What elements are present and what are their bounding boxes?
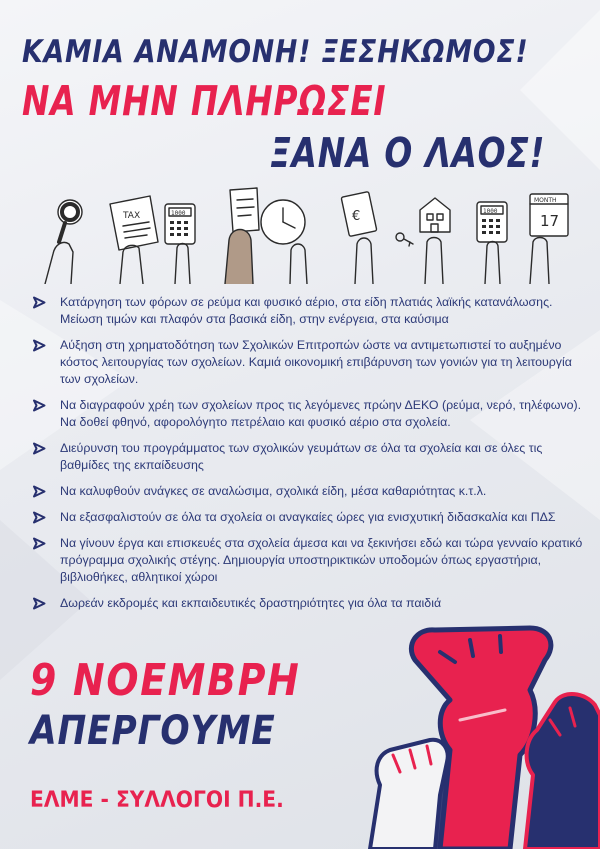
- list-item: [32, 337, 588, 388]
- tax-paper-icon: [110, 196, 158, 284]
- calculator-icon: [165, 204, 195, 284]
- calendar-day: 17: [540, 212, 560, 230]
- headline-line-3: ΞΑΝΑ Ο ΛΑΟΣ!: [270, 129, 546, 177]
- demand-text: Κατάργηση των φόρων σε ρεύμα και φυσικό αέριο, στα είδη πλατιάς λαϊκής κατανάλωσης. Μείωση τιμών και πλαφόν στα βασικά είδη, στην ενέργεια, στα καύσιμα: [60, 295, 553, 326]
- demand-text: Δωρεάν εκδρομές και εκπαιδευτικές δραστηριότητες για όλα τα παιδιά: [60, 596, 442, 610]
- bullet-arrow-icon: [32, 442, 47, 455]
- bullet-arrow-icon: [32, 511, 47, 524]
- strike-action: ΑΠΕΡΓΟΥΜΕ: [30, 708, 276, 754]
- raised-fists-illustration: [355, 590, 600, 849]
- currency-symbol: €: [352, 209, 361, 224]
- banknote-icon: [341, 192, 377, 284]
- demand-text: Να εξασφαλιστούν σε όλα τα σχολεία οι αναγκαίες ώρες για ενισχυτική διδασκαλία και ΠΔΣ: [60, 510, 556, 524]
- calendar-month: MONTH: [534, 197, 557, 204]
- demand-text: Διεύρυνση του προγράμματος των σχολικών γευμάτων σε όλα τα σχολεία και σε όλες τις βαθμίδες της εκπαίδευσης: [60, 441, 543, 472]
- clock-icon: [261, 200, 307, 284]
- list-item: [32, 509, 588, 526]
- tax-label: TAX: [123, 211, 141, 221]
- demands-list: [32, 294, 588, 621]
- list-item: [32, 440, 588, 474]
- demand-text: Να γίνουν έργα και επισκευές στα σχολεία άμεσα και να ξεκινήσει εδώ και τώρα γενναίο κρατικό πρόγραμμα σχολικής στέγης. Δημιουργία υποστηρικτικών υποδομών όπως εργαστήρια, βιβλιοθήκες, αθλητικοί χώροι: [60, 536, 583, 584]
- bullet-arrow-icon: [32, 485, 47, 498]
- list-item: [32, 535, 588, 586]
- hands-illustration: [25, 182, 580, 284]
- key-icon: [396, 233, 413, 246]
- calculator-icon: [477, 202, 507, 284]
- headline-line-1: ΚΑΜΙΑ ΑΝΑΜΟΝΗ! ΞΕΣΗΚΩΜΟΣ!: [22, 34, 529, 70]
- bullet-arrow-icon: [32, 597, 47, 610]
- fist-icon: [370, 740, 448, 849]
- list-item: [32, 397, 588, 431]
- magnifier-icon: [45, 200, 82, 284]
- calc-display-2: 1000: [483, 208, 498, 215]
- list-item: [32, 483, 588, 500]
- bullet-arrow-icon: [32, 537, 47, 550]
- house-icon: [420, 198, 450, 284]
- bullet-arrow-icon: [32, 399, 47, 412]
- bullet-arrow-icon: [32, 339, 47, 352]
- list-item: [32, 294, 588, 328]
- calc-display-1: 1000: [171, 210, 186, 217]
- receipt-icon: [225, 188, 259, 284]
- organizers: ΕΛΜΕ - ΣΥΛΛΟΓΟΙ Π.Ε.: [30, 788, 284, 813]
- headline-line-2: ΝΑ ΜΗΝ ΠΛΗΡΩΣΕΙ: [22, 77, 387, 125]
- demand-text: Να καλυφθούν ανάγκες σε αναλώσιμα, σχολικά είδη, μέσα καθαριότητας κ.τ.λ.: [60, 484, 487, 498]
- demand-text: Αύξηση στη χρηματοδότηση των Σχολικών Επιτροπών ώστε να αντιμετωπιστεί το αυξημένο κόστος λειτουργίας των σχολείων. Καμιά οικονομική επιβάρυνση των γονιών για τη λειτουργία των σχολείων.: [60, 338, 572, 386]
- bullet-arrow-icon: [32, 296, 47, 309]
- demand-text: Να διαγραφούν χρέη των σχολείων προς τις λεγόμενες πρώην ΔΕΚΟ (ρεύμα, νερό, τηλέφωνο). Να δοθεί φθηνό, αφορολόγητο πετρέλαιο και φυσικό αέριο στα σχολεία.: [60, 398, 582, 429]
- calendar-icon: [530, 194, 568, 284]
- strike-date: 9 ΝΟΕΜΒΡΗ: [30, 655, 301, 706]
